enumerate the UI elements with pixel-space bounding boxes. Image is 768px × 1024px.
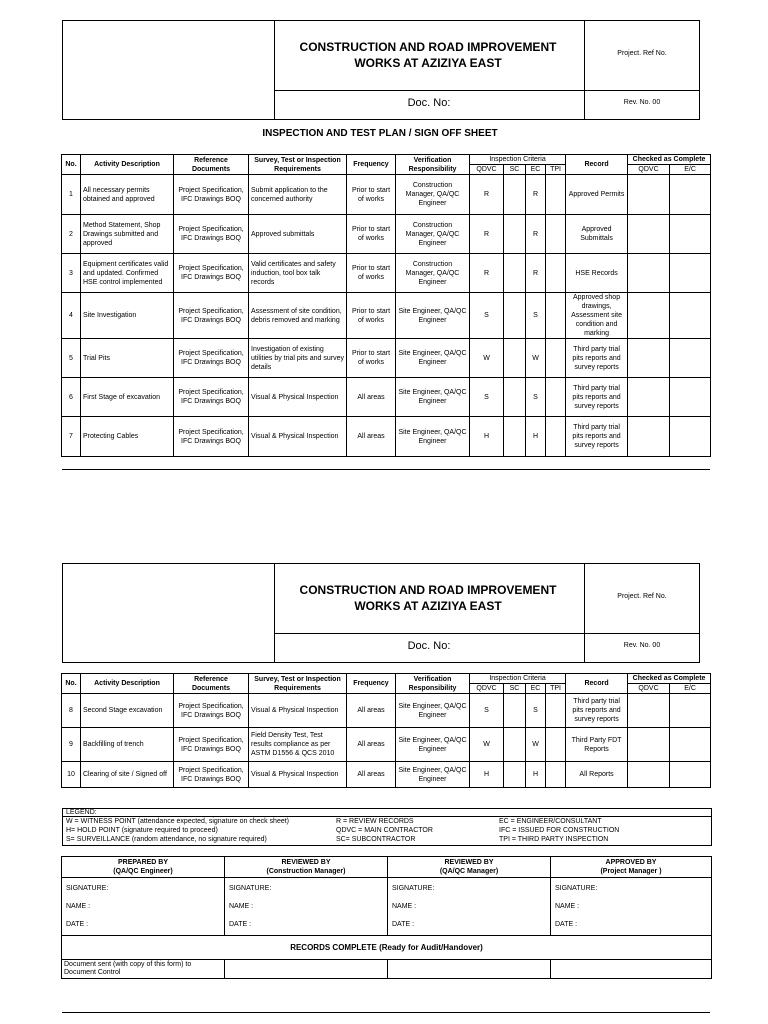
checked-cell[interactable] xyxy=(670,293,711,339)
cell-no: 3 xyxy=(62,254,81,293)
project-ref: Project. Ref No. xyxy=(617,593,667,600)
col-criteria: Inspection Criteria xyxy=(470,674,566,684)
checked-cell[interactable] xyxy=(628,339,670,378)
col-checked-qdvc: QDVC xyxy=(628,684,670,694)
signoff-table xyxy=(61,856,712,979)
col-no: No. xyxy=(62,155,81,175)
page-break-line-1 xyxy=(62,469,710,470)
rev-no: Rev. No. 00 xyxy=(623,99,661,106)
col-activity: Activity Description xyxy=(81,155,174,175)
cell-qdvc: R xyxy=(470,175,504,215)
col-checked: Checked as Complete xyxy=(628,155,711,165)
date-label: DATE : xyxy=(392,921,415,928)
col-sc: SC xyxy=(504,165,526,175)
document-sent-cell-2[interactable] xyxy=(225,960,388,979)
col-frequency: Frequency xyxy=(347,155,396,175)
cell-sc xyxy=(504,339,526,378)
col-no: No. xyxy=(62,674,81,694)
cell-no: 8 xyxy=(62,694,81,728)
cell-tpi xyxy=(546,762,566,788)
cell-sc xyxy=(504,175,526,215)
cell-ec: S xyxy=(526,293,546,339)
col-qdvc: QDVC xyxy=(470,684,504,694)
doc-no: Doc. No: xyxy=(407,97,451,109)
cell-verification: Site Engineer, QA/QC Engineer xyxy=(396,293,470,339)
cell-no: 9 xyxy=(62,728,81,762)
cell-ec: S xyxy=(526,694,546,728)
col-checked-qdvc: QDVC xyxy=(628,165,670,175)
legend-h: H= HOLD POINT (signature required to proceed) xyxy=(66,827,218,834)
cell-frequency: All areas xyxy=(347,762,396,788)
col-verification: Verification Responsibility xyxy=(396,155,470,175)
cell-activity: Site Investigation xyxy=(81,293,174,339)
col-record: Record xyxy=(566,155,628,175)
cell-reference: Project Specification, IFC Drawings BOQ xyxy=(174,728,249,762)
reviewed-role-2: (QA/QC Manager) xyxy=(439,868,499,875)
col-reference: Reference Documents xyxy=(174,155,249,175)
cell-sc xyxy=(504,728,526,762)
cell-qdvc: W xyxy=(470,728,504,762)
cell-tpi xyxy=(546,254,566,293)
cell-verification: Site Engineer, QA/QC Engineer xyxy=(396,728,470,762)
table-row xyxy=(62,762,711,788)
cell-frequency: All areas xyxy=(347,378,396,417)
checked-cell[interactable] xyxy=(670,378,711,417)
cell-survey: Valid certificates and safety induction, tool box talk records xyxy=(249,254,347,293)
legend-r: R = REVIEW RECORDS xyxy=(336,818,414,825)
cell-qdvc: S xyxy=(470,694,504,728)
reviewed-role-1: (Construction Manager) xyxy=(266,868,346,875)
cell-verification: Site Engineer, QA/QC Engineer xyxy=(396,762,470,788)
rev-no: Rev. No. 00 xyxy=(623,642,661,649)
cell-survey: Assessment of site condition, debris removed and marking xyxy=(249,293,347,339)
col-tpi: TPI xyxy=(546,684,566,694)
table-row xyxy=(62,378,711,417)
cell-tpi xyxy=(546,175,566,215)
logo-area xyxy=(63,21,275,119)
cell-survey: Field Density Test, Test results compliance as per ASTM D1556 & QCS 2010 xyxy=(249,728,347,762)
cell-reference: Project Specification, IFC Drawings BOQ xyxy=(174,339,249,378)
cell-reference: Project Specification, IFC Drawings BOQ xyxy=(174,417,249,457)
signature-label: SIGNATURE: xyxy=(555,885,598,892)
col-tpi: TPI xyxy=(546,165,566,175)
cell-record: All Reports xyxy=(566,762,628,788)
cell-frequency: Prior to start of works xyxy=(347,215,396,254)
checked-cell[interactable] xyxy=(628,378,670,417)
cell-record: Approved shop drawings, Assessment site condition and marking xyxy=(566,293,628,339)
table-row xyxy=(62,728,711,762)
col-checked: Checked as Complete xyxy=(628,674,711,684)
cell-record: HSE Records xyxy=(566,254,628,293)
cell-frequency: Prior to start of works xyxy=(347,254,396,293)
cell-verification: Site Engineer, QA/QC Engineer xyxy=(396,417,470,457)
cell-record: Approved Submittals xyxy=(566,215,628,254)
cell-frequency: All areas xyxy=(347,417,396,457)
cell-record: Third party trial pits reports and survey reports xyxy=(566,339,628,378)
cell-record: Third party trial pits reports and survey reports xyxy=(566,417,628,457)
cell-activity: All necessary permits obtained and approved xyxy=(81,175,174,215)
cell-sc xyxy=(504,417,526,457)
date-label: DATE : xyxy=(229,921,252,928)
cell-survey: Investigation of existing utilities by trial pits and survey details xyxy=(249,339,347,378)
cell-survey: Submit application to the concerned authority xyxy=(249,175,347,215)
cell-ec: S xyxy=(526,378,546,417)
table-row xyxy=(62,694,711,728)
legend-ec: EC = ENGINEER/CONSULTANT xyxy=(499,818,602,825)
date-label: DATE : xyxy=(66,921,89,928)
cell-no: 2 xyxy=(62,215,81,254)
cell-activity: First Stage of excavation xyxy=(81,378,174,417)
cell-reference: Project Specification, IFC Drawings BOQ xyxy=(174,762,249,788)
table-row xyxy=(62,293,711,339)
cell-survey: Visual & Physical Inspection xyxy=(249,694,347,728)
legend-w: W = WITNESS POINT (attendance expected, signature on check sheet) xyxy=(66,818,290,825)
cell-frequency: All areas xyxy=(347,728,396,762)
checked-cell[interactable] xyxy=(628,417,670,457)
cell-tpi xyxy=(546,694,566,728)
checked-cell[interactable] xyxy=(628,175,670,215)
table-row xyxy=(62,175,711,215)
signature-label: SIGNATURE: xyxy=(66,885,109,892)
cell-ec: W xyxy=(526,728,546,762)
cell-no: 5 xyxy=(62,339,81,378)
checked-cell[interactable] xyxy=(670,254,711,293)
cell-qdvc: R xyxy=(470,254,504,293)
checked-cell[interactable] xyxy=(628,762,670,788)
checked-cell[interactable] xyxy=(670,215,711,254)
cell-qdvc: H xyxy=(470,762,504,788)
cell-reference: Project Specification, IFC Drawings BOQ xyxy=(174,694,249,728)
col-ec: EC xyxy=(526,165,546,175)
cell-frequency: All areas xyxy=(347,694,396,728)
name-label: NAME : xyxy=(392,903,417,910)
checked-cell[interactable] xyxy=(670,728,711,762)
document-sent: Document sent (with copy of this form) to Document Control xyxy=(62,960,225,979)
signoff-cell-reviewed-2[interactable] xyxy=(388,878,551,936)
table-row xyxy=(62,215,711,254)
checked-cell[interactable] xyxy=(670,417,711,457)
cell-tpi xyxy=(546,378,566,417)
cell-no: 6 xyxy=(62,378,81,417)
col-verification: Verification Responsibility xyxy=(396,674,470,694)
cell-record: Third party trial pits reports and survey reports xyxy=(566,378,628,417)
cell-ec: H xyxy=(526,417,546,457)
cell-qdvc: S xyxy=(470,293,504,339)
cell-tpi xyxy=(546,339,566,378)
cell-no: 10 xyxy=(62,762,81,788)
cell-activity: Backfilling of trench xyxy=(81,728,174,762)
col-reference: Reference Documents xyxy=(174,674,249,694)
col-sc: SC xyxy=(504,684,526,694)
legend-title: LEGEND: xyxy=(66,809,97,816)
cell-no: 1 xyxy=(62,175,81,215)
cell-record: Third Party FDT Reports xyxy=(566,728,628,762)
col-checked-ec: E/C xyxy=(670,684,711,694)
project-title: CONSTRUCTION AND ROAD IMPROVEMENT WORKS AT AZIZIYA EAST xyxy=(299,583,557,613)
cell-record: Third party trial pits reports and survey reports xyxy=(566,694,628,728)
legend-s: S= SURVEILLANCE (random attendance, no signature required) xyxy=(66,836,267,843)
cell-tpi xyxy=(546,215,566,254)
cell-frequency: Prior to start of works xyxy=(347,293,396,339)
cell-sc xyxy=(504,762,526,788)
col-checked-ec: E/C xyxy=(670,165,711,175)
col-qdvc: QDVC xyxy=(470,165,504,175)
signoff-cell-approved[interactable] xyxy=(551,878,712,936)
cell-reference: Project Specification, IFC Drawings BOQ xyxy=(174,378,249,417)
legend-sc: SC= SUBCONTRACTOR xyxy=(336,836,416,843)
cell-sc xyxy=(504,215,526,254)
cell-qdvc: H xyxy=(470,417,504,457)
name-label: NAME : xyxy=(229,903,254,910)
cell-verification: Site Engineer, QA/QC Engineer xyxy=(396,694,470,728)
table-row xyxy=(62,339,711,378)
col-frequency: Frequency xyxy=(347,674,396,694)
cell-survey: Approved submittals xyxy=(249,215,347,254)
cell-sc xyxy=(504,694,526,728)
document-sent-cell-3[interactable] xyxy=(388,960,551,979)
date-label: DATE : xyxy=(555,921,578,928)
cell-qdvc: S xyxy=(470,378,504,417)
cell-frequency: Prior to start of works xyxy=(347,175,396,215)
cell-reference: Project Specification, IFC Drawings BOQ xyxy=(174,175,249,215)
signature-label: SIGNATURE: xyxy=(229,885,272,892)
cell-activity: Protecting Cables xyxy=(81,417,174,457)
document-sent-cell-4[interactable] xyxy=(551,960,712,979)
signoff-cell-reviewed-1[interactable] xyxy=(225,878,388,936)
checked-cell[interactable] xyxy=(670,175,711,215)
cell-reference: Project Specification, IFC Drawings BOQ xyxy=(174,254,249,293)
cell-activity: Clearing of site / Signed off xyxy=(81,762,174,788)
checked-cell[interactable] xyxy=(628,254,670,293)
cell-sc xyxy=(504,378,526,417)
col-survey: Survey, Test or Inspection Requirements xyxy=(249,674,347,694)
cell-ec: R xyxy=(526,175,546,215)
cell-ec: R xyxy=(526,254,546,293)
cell-activity: Second Stage excavation xyxy=(81,694,174,728)
prepared-role: (QA/QC Engineer) xyxy=(113,868,173,875)
cell-verification: Construction Manager, QA/QC Engineer xyxy=(396,254,470,293)
cell-ec: H xyxy=(526,762,546,788)
itp-table-2 xyxy=(61,673,711,788)
cell-survey: Visual & Physical Inspection xyxy=(249,378,347,417)
cell-tpi xyxy=(546,728,566,762)
col-record: Record xyxy=(566,674,628,694)
cell-activity: Equipment certificates valid and updated. Confirmed HSE control implemented xyxy=(81,254,174,293)
logo-area xyxy=(63,564,275,662)
cell-record: Approved Permits xyxy=(566,175,628,215)
cell-verification: Site Engineer, QA/QC Engineer xyxy=(396,339,470,378)
sheet-title: INSPECTION AND TEST PLAN / SIGN OFF SHEET xyxy=(262,128,498,139)
legend-ifc: IFC = ISSUED FOR CONSTRUCTION xyxy=(499,827,620,834)
legend-box xyxy=(62,808,712,846)
itp-table-1 xyxy=(61,154,711,457)
legend-qdvc: QDVC = MAIN CONTRACTOR xyxy=(336,827,433,834)
col-ec: EC xyxy=(526,684,546,694)
table-row xyxy=(62,254,711,293)
cell-ec: W xyxy=(526,339,546,378)
reviewed-by-2: REVIEWED BY xyxy=(444,859,494,866)
name-label: NAME : xyxy=(555,903,580,910)
project-ref: Project. Ref No. xyxy=(617,50,667,57)
cell-verification: Construction Manager, QA/QC Engineer xyxy=(396,175,470,215)
cell-verification: Site Engineer, QA/QC Engineer xyxy=(396,378,470,417)
cell-sc xyxy=(504,254,526,293)
project-title: CONSTRUCTION AND ROAD IMPROVEMENT WORKS AT AZIZIYA EAST xyxy=(299,40,557,70)
cell-survey: Visual & Physical Inspection xyxy=(249,417,347,457)
legend-tpi: TPI = THIRD PARTY INSPECTION xyxy=(499,836,609,843)
cell-tpi xyxy=(546,293,566,339)
cell-qdvc: W xyxy=(470,339,504,378)
checked-cell[interactable] xyxy=(670,694,711,728)
name-label: NAME : xyxy=(66,903,91,910)
cell-sc xyxy=(504,293,526,339)
header-box-1 xyxy=(62,20,700,120)
page-break-line-2 xyxy=(62,1012,710,1013)
cell-verification: Construction Manager, QA/QC Engineer xyxy=(396,215,470,254)
checked-cell[interactable] xyxy=(628,293,670,339)
signature-label: SIGNATURE: xyxy=(392,885,435,892)
checked-cell[interactable] xyxy=(628,728,670,762)
cell-survey: Visual & Physical Inspection xyxy=(249,762,347,788)
checked-cell[interactable] xyxy=(670,762,711,788)
prepared-by: PREPARED BY xyxy=(117,859,169,866)
signoff-cell-prepared[interactable] xyxy=(62,878,225,936)
approved-role: (Project Manager ) xyxy=(600,868,662,875)
checked-cell[interactable] xyxy=(628,215,670,254)
doc-no: Doc. No: xyxy=(407,640,451,652)
cell-no: 4 xyxy=(62,293,81,339)
col-criteria: Inspection Criteria xyxy=(470,155,566,165)
cell-qdvc: R xyxy=(470,215,504,254)
col-activity: Activity Description xyxy=(81,674,174,694)
cell-tpi xyxy=(546,417,566,457)
cell-reference: Project Specification, IFC Drawings BOQ xyxy=(174,293,249,339)
cell-frequency: Prior to start of works xyxy=(347,339,396,378)
approved-by: APPROVED BY xyxy=(605,859,657,866)
records-complete: RECORDS COMPLETE (Ready for Audit/Handover) xyxy=(62,936,712,960)
header-box-2 xyxy=(62,563,700,663)
cell-reference: Project Specification, IFC Drawings BOQ xyxy=(174,215,249,254)
cell-no: 7 xyxy=(62,417,81,457)
table-row xyxy=(62,417,711,457)
cell-ec: R xyxy=(526,215,546,254)
checked-cell[interactable] xyxy=(628,694,670,728)
checked-cell[interactable] xyxy=(670,339,711,378)
cell-activity: Method Statement, Shop Drawings submitted and approved xyxy=(81,215,174,254)
reviewed-by-1: REVIEWED BY xyxy=(281,859,331,866)
cell-activity: Trial Pits xyxy=(81,339,174,378)
col-survey: Survey, Test or Inspection Requirements xyxy=(249,155,347,175)
